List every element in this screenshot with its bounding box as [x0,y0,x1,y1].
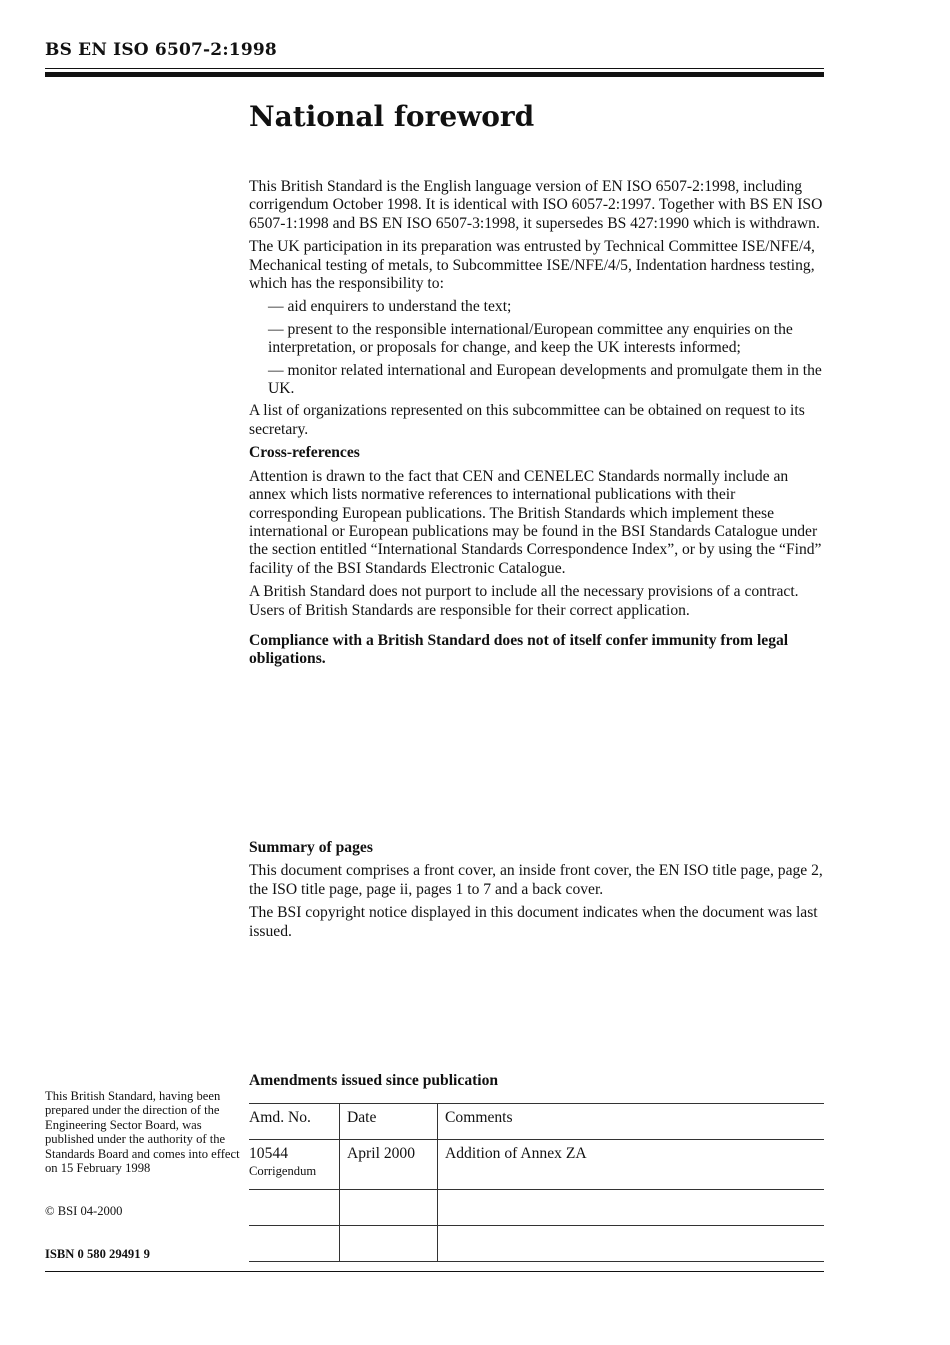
column-header-comments: Comments [438,1104,825,1140]
header-rule-thin [45,68,824,69]
column-header-date: Date [340,1104,438,1140]
participation-paragraph: The UK participation in its preparation was entrusted by Technical Committee ISE/NFE/4, Mechanical testing of metals, to Subcommittee ISE/NFE/4/5, Indentation hardness testing, which has the responsibility to: [249,238,815,293]
column-header-amd-no: Amd. No. [249,1104,340,1140]
footer-rule [45,1271,824,1272]
isbn: ISBN 0 580 29491 9 [45,1247,150,1261]
header-rule-thick [45,72,824,77]
amd-no-cell [249,1140,340,1190]
date-cell: April 2000 [340,1140,438,1190]
amd-note: Corrigendum [249,1164,317,1178]
copyright-notice-paragraph: The BSI copyright notice displayed in this document indicates when the document was last issued. [249,904,818,940]
cross-references-paragraph: Attention is drawn to the fact that CEN and CENELEC Standards normally include an annex which lists normative references to international publications with their corresponding European publications. The British Standards which implement these international or European publications may be found in the BSI Standards Catalogue under the section entitled “International Standards Correspondence Index”, or by using the “Find” facility of the BSI Standards Electronic Catalogue. [249,467,822,577]
list-item: — aid enquirers to understand the text; [268,298,512,316]
intro-paragraph: This British Standard is the English language version of EN ISO 6507-2:1998, including corrigendum October 1998. It is identical with ISO 6057-2:1997. Together with BS EN ISO 6507-1:1998 and BS EN ISO 6507-3:1998, it supersedes BS 427:1990 which is withdrawn. [249,178,823,232]
comments-cell: Addition of Annex ZA [438,1140,825,1190]
organizations-paragraph: A list of organizations represented on this subcommittee can be obtained on request to its secretary. [249,402,805,438]
foreword-body [249,178,827,674]
amendments-table [249,1103,824,1262]
page-title: National foreword [249,100,535,133]
summary-paragraph: This document comprises a front cover, an inside front cover, the EN ISO title page, page 2, the ISO title page, page ii, pages 1 to 7 and a back cover. [249,862,823,898]
document-code: BS EN ISO 6507-2:1998 [45,40,277,60]
list-item: — monitor related international and European developments and promulgate them in the UK. [268,361,822,398]
amendments-title: Amendments issued since publication [249,1072,499,1089]
amd-no: 10544 [249,1145,288,1162]
cross-references-heading: Cross-references [249,444,360,462]
publication-note: This British Standard, having been prepared under the direction of the Engineering Sector Board, was published under the authority of the Standards Board and comes into effect on 15 February 1998 [45,1089,240,1176]
summary-of-pages [249,839,827,946]
table-row [249,1226,824,1262]
table-row [249,1140,824,1190]
table-row [249,1190,824,1226]
summary-heading: Summary of pages [249,839,373,856]
compliance-statement: Compliance with a British Standard does not of itself confer immunity from legal obligations. [249,631,789,668]
list-item: — present to the responsible international/European committee any enquiries on the interpretation, or proposals for change, and keep the UK interests informed; [268,320,793,357]
contract-paragraph: A British Standard does not purport to include all the necessary provisions of a contract. Users of British Standards are responsible for their correct application. [249,583,799,619]
copyright: © BSI 04-2000 [45,1204,123,1218]
table-header-row [249,1104,824,1140]
